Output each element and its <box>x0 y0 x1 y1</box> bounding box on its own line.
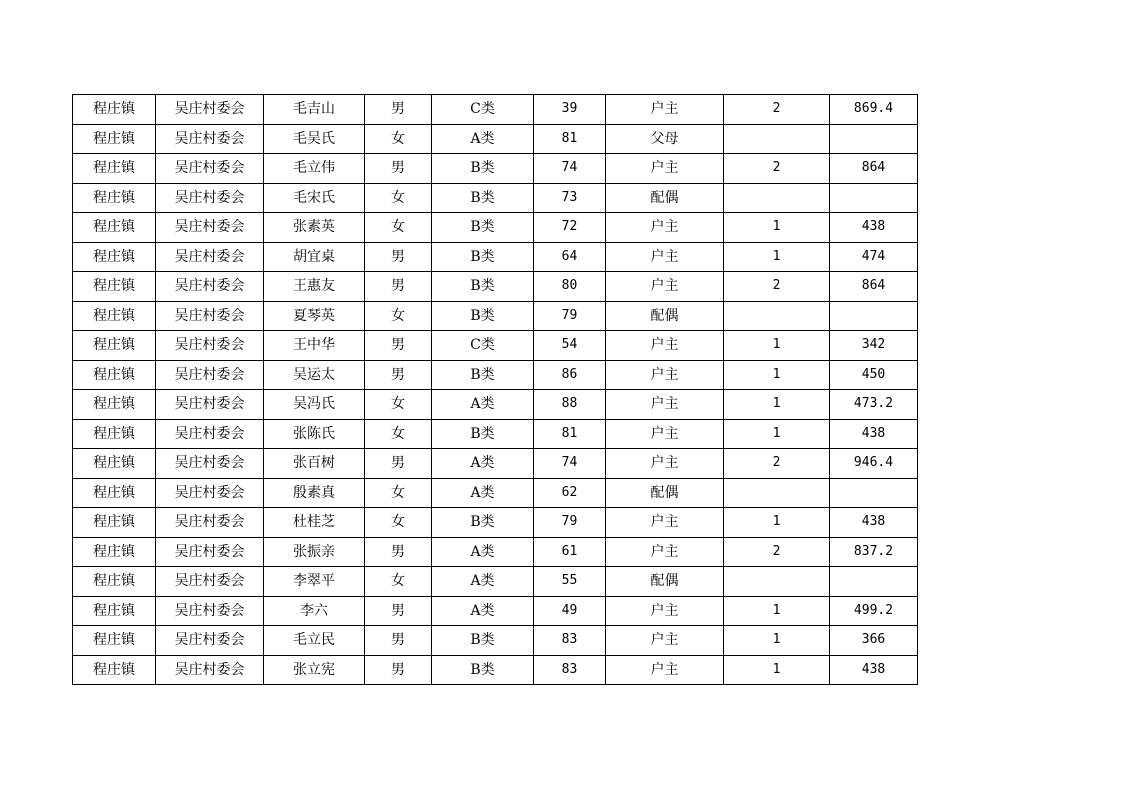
name-cell: 毛立伟 <box>264 154 365 184</box>
gender-cell: 男 <box>365 331 432 361</box>
table-row <box>73 655 918 685</box>
village-committee-cell: 吴庄村委会 <box>156 449 264 479</box>
household-size-cell: 2 <box>724 95 830 125</box>
gender-cell: 女 <box>365 567 432 597</box>
name-cell: 殷素真 <box>264 478 365 508</box>
village-committee-cell: 吴庄村委会 <box>156 478 264 508</box>
name-cell: 杜桂芝 <box>264 508 365 538</box>
amount-cell: 342 <box>830 331 918 361</box>
name-cell: 夏琴英 <box>264 301 365 331</box>
table-row <box>73 390 918 420</box>
name-cell: 王惠友 <box>264 272 365 302</box>
gender-cell: 男 <box>365 95 432 125</box>
table-row <box>73 596 918 626</box>
table-row <box>73 124 918 154</box>
age-cell: 88 <box>534 390 606 420</box>
age-cell: 81 <box>534 124 606 154</box>
village-committee-cell: 吴庄村委会 <box>156 567 264 597</box>
table-row <box>73 449 918 479</box>
town-cell: 程庄镇 <box>73 567 156 597</box>
table-row <box>73 360 918 390</box>
gender-cell: 男 <box>365 154 432 184</box>
gender-cell: 女 <box>365 301 432 331</box>
age-cell: 79 <box>534 508 606 538</box>
gender-cell: 女 <box>365 213 432 243</box>
amount-cell: 869.4 <box>830 95 918 125</box>
amount-cell: 837.2 <box>830 537 918 567</box>
category-cell: C类 <box>432 331 534 361</box>
table-row <box>73 154 918 184</box>
relation-cell: 户主 <box>606 331 724 361</box>
table-body <box>73 95 918 685</box>
household-size-cell: 2 <box>724 154 830 184</box>
town-cell: 程庄镇 <box>73 183 156 213</box>
category-cell: A类 <box>432 537 534 567</box>
age-cell: 74 <box>534 154 606 184</box>
town-cell: 程庄镇 <box>73 95 156 125</box>
relation-cell: 户主 <box>606 95 724 125</box>
table-row <box>73 331 918 361</box>
household-size-cell: 1 <box>724 242 830 272</box>
village-committee-cell: 吴庄村委会 <box>156 242 264 272</box>
category-cell: A类 <box>432 567 534 597</box>
gender-cell: 女 <box>365 390 432 420</box>
age-cell: 54 <box>534 331 606 361</box>
name-cell: 毛吉山 <box>264 95 365 125</box>
relation-cell: 户主 <box>606 419 724 449</box>
amount-cell: 438 <box>830 419 918 449</box>
category-cell: B类 <box>432 508 534 538</box>
town-cell: 程庄镇 <box>73 213 156 243</box>
household-size-cell: 1 <box>724 596 830 626</box>
category-cell: A类 <box>432 390 534 420</box>
town-cell: 程庄镇 <box>73 419 156 449</box>
amount-cell: 438 <box>830 508 918 538</box>
age-cell: 79 <box>534 301 606 331</box>
category-cell: B类 <box>432 655 534 685</box>
town-cell: 程庄镇 <box>73 301 156 331</box>
gender-cell: 女 <box>365 478 432 508</box>
age-cell: 81 <box>534 419 606 449</box>
town-cell: 程庄镇 <box>73 360 156 390</box>
age-cell: 55 <box>534 567 606 597</box>
household-size-cell: 1 <box>724 419 830 449</box>
amount-cell: 438 <box>830 213 918 243</box>
town-cell: 程庄镇 <box>73 242 156 272</box>
town-cell: 程庄镇 <box>73 655 156 685</box>
table-row <box>73 567 918 597</box>
category-cell: B类 <box>432 213 534 243</box>
gender-cell: 女 <box>365 183 432 213</box>
relation-cell: 户主 <box>606 596 724 626</box>
amount-cell <box>830 301 918 331</box>
village-committee-cell: 吴庄村委会 <box>156 213 264 243</box>
amount-cell: 474 <box>830 242 918 272</box>
name-cell: 吴运太 <box>264 360 365 390</box>
gender-cell: 女 <box>365 419 432 449</box>
relation-cell: 户主 <box>606 655 724 685</box>
relation-cell: 配偶 <box>606 478 724 508</box>
age-cell: 83 <box>534 655 606 685</box>
town-cell: 程庄镇 <box>73 331 156 361</box>
category-cell: A类 <box>432 449 534 479</box>
relation-cell: 户主 <box>606 508 724 538</box>
relation-cell: 户主 <box>606 360 724 390</box>
age-cell: 61 <box>534 537 606 567</box>
amount-cell <box>830 183 918 213</box>
amount-cell <box>830 124 918 154</box>
relation-cell: 户主 <box>606 242 724 272</box>
relation-cell: 父母 <box>606 124 724 154</box>
gender-cell: 男 <box>365 449 432 479</box>
village-committee-cell: 吴庄村委会 <box>156 655 264 685</box>
village-committee-cell: 吴庄村委会 <box>156 301 264 331</box>
relation-cell: 户主 <box>606 449 724 479</box>
amount-cell: 450 <box>830 360 918 390</box>
amount-cell <box>830 478 918 508</box>
relation-cell: 配偶 <box>606 567 724 597</box>
age-cell: 49 <box>534 596 606 626</box>
category-cell: B类 <box>432 626 534 656</box>
name-cell: 张素英 <box>264 213 365 243</box>
category-cell: B类 <box>432 183 534 213</box>
age-cell: 80 <box>534 272 606 302</box>
category-cell: B类 <box>432 272 534 302</box>
category-cell: C类 <box>432 95 534 125</box>
household-size-cell: 1 <box>724 360 830 390</box>
village-committee-cell: 吴庄村委会 <box>156 95 264 125</box>
household-size-cell <box>724 183 830 213</box>
name-cell: 张陈氏 <box>264 419 365 449</box>
village-committee-cell: 吴庄村委会 <box>156 419 264 449</box>
gender-cell: 男 <box>365 272 432 302</box>
town-cell: 程庄镇 <box>73 449 156 479</box>
table-row <box>73 478 918 508</box>
name-cell: 李翠平 <box>264 567 365 597</box>
gender-cell: 男 <box>365 596 432 626</box>
category-cell: B类 <box>432 419 534 449</box>
town-cell: 程庄镇 <box>73 390 156 420</box>
age-cell: 86 <box>534 360 606 390</box>
village-committee-cell: 吴庄村委会 <box>156 331 264 361</box>
name-cell: 张振亲 <box>264 537 365 567</box>
name-cell: 王中华 <box>264 331 365 361</box>
household-size-cell: 1 <box>724 390 830 420</box>
relation-cell: 配偶 <box>606 301 724 331</box>
gender-cell: 男 <box>365 537 432 567</box>
relation-cell: 户主 <box>606 390 724 420</box>
name-cell: 胡宜桌 <box>264 242 365 272</box>
amount-cell: 366 <box>830 626 918 656</box>
age-cell: 39 <box>534 95 606 125</box>
household-size-cell: 1 <box>724 331 830 361</box>
household-size-cell: 1 <box>724 508 830 538</box>
name-cell: 张立宪 <box>264 655 365 685</box>
relation-cell: 户主 <box>606 272 724 302</box>
table-row <box>73 213 918 243</box>
village-committee-cell: 吴庄村委会 <box>156 508 264 538</box>
table-row <box>73 183 918 213</box>
age-cell: 74 <box>534 449 606 479</box>
household-size-cell <box>724 567 830 597</box>
relation-cell: 户主 <box>606 537 724 567</box>
table-row <box>73 626 918 656</box>
household-size-cell: 2 <box>724 449 830 479</box>
town-cell: 程庄镇 <box>73 154 156 184</box>
household-size-cell: 1 <box>724 655 830 685</box>
name-cell: 毛宋氏 <box>264 183 365 213</box>
town-cell: 程庄镇 <box>73 478 156 508</box>
village-committee-cell: 吴庄村委会 <box>156 154 264 184</box>
gender-cell: 男 <box>365 360 432 390</box>
village-committee-cell: 吴庄村委会 <box>156 596 264 626</box>
amount-cell: 473.2 <box>830 390 918 420</box>
age-cell: 72 <box>534 213 606 243</box>
category-cell: A类 <box>432 478 534 508</box>
name-cell: 李六 <box>264 596 365 626</box>
name-cell: 毛立民 <box>264 626 365 656</box>
amount-cell: 438 <box>830 655 918 685</box>
amount-cell <box>830 567 918 597</box>
household-size-cell: 2 <box>724 272 830 302</box>
village-committee-cell: 吴庄村委会 <box>156 390 264 420</box>
household-size-cell <box>724 124 830 154</box>
household-size-cell: 1 <box>724 213 830 243</box>
age-cell: 73 <box>534 183 606 213</box>
gender-cell: 女 <box>365 508 432 538</box>
village-committee-cell: 吴庄村委会 <box>156 626 264 656</box>
town-cell: 程庄镇 <box>73 272 156 302</box>
category-cell: B类 <box>432 242 534 272</box>
town-cell: 程庄镇 <box>73 596 156 626</box>
amount-cell: 864 <box>830 272 918 302</box>
gender-cell: 男 <box>365 242 432 272</box>
table-row <box>73 419 918 449</box>
household-size-cell: 2 <box>724 537 830 567</box>
table-row <box>73 301 918 331</box>
age-cell: 62 <box>534 478 606 508</box>
table-row <box>73 242 918 272</box>
category-cell: A类 <box>432 124 534 154</box>
beneficiary-table <box>72 94 918 685</box>
town-cell: 程庄镇 <box>73 508 156 538</box>
table-row <box>73 272 918 302</box>
category-cell: B类 <box>432 360 534 390</box>
relation-cell: 配偶 <box>606 183 724 213</box>
category-cell: B类 <box>432 301 534 331</box>
household-size-cell <box>724 478 830 508</box>
name-cell: 毛吴氏 <box>264 124 365 154</box>
amount-cell: 946.4 <box>830 449 918 479</box>
gender-cell: 男 <box>365 626 432 656</box>
amount-cell: 499.2 <box>830 596 918 626</box>
relation-cell: 户主 <box>606 213 724 243</box>
gender-cell: 男 <box>365 655 432 685</box>
category-cell: A类 <box>432 596 534 626</box>
village-committee-cell: 吴庄村委会 <box>156 183 264 213</box>
town-cell: 程庄镇 <box>73 626 156 656</box>
gender-cell: 女 <box>365 124 432 154</box>
relation-cell: 户主 <box>606 626 724 656</box>
amount-cell: 864 <box>830 154 918 184</box>
village-committee-cell: 吴庄村委会 <box>156 272 264 302</box>
relation-cell: 户主 <box>606 154 724 184</box>
table-row <box>73 508 918 538</box>
village-committee-cell: 吴庄村委会 <box>156 124 264 154</box>
category-cell: B类 <box>432 154 534 184</box>
village-committee-cell: 吴庄村委会 <box>156 537 264 567</box>
name-cell: 张百树 <box>264 449 365 479</box>
household-size-cell: 1 <box>724 626 830 656</box>
name-cell: 吴冯氏 <box>264 390 365 420</box>
age-cell: 64 <box>534 242 606 272</box>
household-size-cell <box>724 301 830 331</box>
age-cell: 83 <box>534 626 606 656</box>
town-cell: 程庄镇 <box>73 124 156 154</box>
village-committee-cell: 吴庄村委会 <box>156 360 264 390</box>
table-row <box>73 537 918 567</box>
table-row <box>73 95 918 125</box>
town-cell: 程庄镇 <box>73 537 156 567</box>
